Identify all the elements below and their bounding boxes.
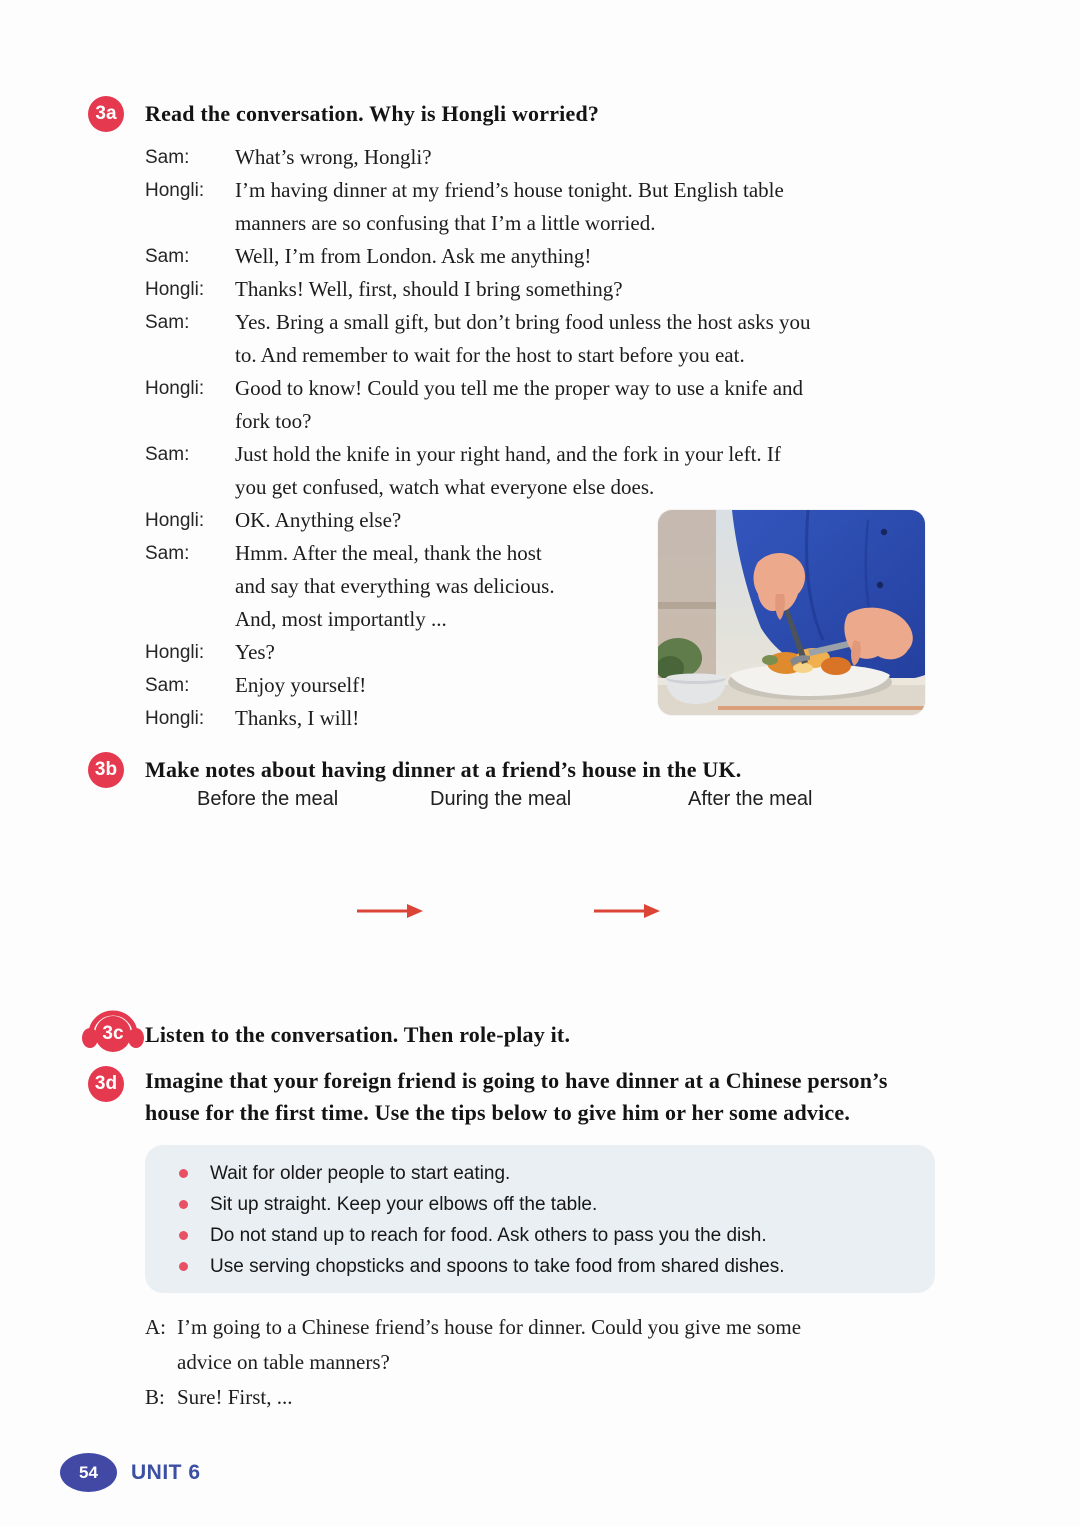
dialogue-speaker: Hongli:	[145, 642, 205, 663]
tip-text: Wait for older people to start eating.	[210, 1162, 511, 1184]
tip-item	[179, 1220, 935, 1251]
dialogue-row	[145, 306, 955, 339]
dinner-photo-graphic	[658, 510, 925, 715]
section-3a-badge: 3a	[88, 96, 124, 132]
dinner-photo	[658, 510, 925, 715]
dialogue-text: fork too?	[235, 409, 312, 433]
dialogue-row	[145, 240, 955, 273]
tip-item	[179, 1251, 935, 1282]
dialogue-speaker: Sam:	[145, 312, 190, 333]
dialogue-speaker: Sam:	[145, 444, 190, 465]
dialogue-text: manners are so confusing that I’m a little worried.	[235, 211, 656, 235]
section-3c-badge-number: 3c	[95, 1016, 131, 1052]
dialogue-speaker: Hongli:	[145, 180, 205, 201]
column-after-meal: After the meal	[688, 788, 813, 810]
notes-column-headers	[0, 788, 1080, 818]
dialogue-text: Hmm. After the meal, thank the host	[235, 541, 542, 565]
dialogue-text: Yes. Bring a small gift, but don’t bring food unless the host asks you	[235, 310, 811, 334]
dialogue-row	[145, 174, 955, 207]
dialogue-row	[145, 141, 955, 174]
section-3d-badge: 3d	[88, 1066, 124, 1102]
dialogue-text: you get confused, watch what everyone else does.	[235, 475, 655, 499]
dialogue-text: Yes?	[235, 640, 275, 664]
dialogue-speaker: Sam:	[145, 675, 190, 696]
dialogue-speaker	[145, 570, 235, 603]
dialogue-text: Thanks, I will!	[235, 706, 360, 730]
dialogue-row	[145, 405, 955, 438]
page-number-badge: 54	[60, 1453, 117, 1492]
dialogue-text: to. And remember to wait for the host to start before you eat.	[235, 343, 745, 367]
dialogue-speaker: Hongli:	[145, 708, 205, 729]
speaker-a-label: A:	[145, 1315, 166, 1339]
model-dialogue	[145, 1310, 965, 1415]
dialogue-speaker	[145, 207, 235, 240]
section-3c-badge	[82, 1003, 144, 1061]
tip-text: Sit up straight. Keep your elbows off the table.	[210, 1193, 598, 1215]
speaker-a-text	[177, 1310, 801, 1380]
dialogue-row	[145, 273, 955, 306]
right-arrow-icon	[357, 903, 423, 919]
bullet-icon	[179, 1231, 188, 1240]
dialogue-text: I’m having dinner at my friend’s house tonight. But English table	[235, 178, 784, 202]
bullet-icon	[179, 1169, 188, 1178]
speaker-a-line1: I’m going to a Chinese friend’s house for dinner. Could you give me some	[177, 1315, 802, 1339]
model-dialogue-b	[145, 1380, 965, 1415]
dialogue-speaker: Sam:	[145, 543, 190, 564]
dialogue-speaker	[145, 471, 235, 504]
dialogue-row	[145, 207, 955, 240]
section-3c-title: Listen to the conversation. Then role-play it.	[145, 1022, 571, 1047]
unit-label: UNIT 6	[131, 1461, 201, 1484]
dialogue-text: and say that everything was delicious.	[235, 574, 555, 598]
dialogue-text: Enjoy yourself!	[235, 673, 367, 697]
right-arrow-icon	[594, 903, 660, 919]
dialogue-speaker: Sam:	[145, 246, 190, 267]
dialogue-speaker	[145, 405, 235, 438]
dialogue-speaker	[145, 603, 235, 636]
dialogue-text: Good to know! Could you tell me the proper way to use a knife and	[235, 376, 804, 400]
dialogue-row	[145, 372, 955, 405]
bullet-icon	[179, 1262, 188, 1271]
dialogue-text: Well, I’m from London. Ask me anything!	[235, 244, 592, 268]
tip-text: Use serving chopsticks and spoons to take food from shared dishes.	[210, 1255, 785, 1277]
column-during-meal: During the meal	[430, 788, 572, 810]
dialogue-text: And, most importantly ...	[235, 607, 447, 631]
dialogue-speaker: Hongli:	[145, 279, 205, 300]
bullet-icon	[179, 1200, 188, 1209]
dialogue-row	[145, 339, 955, 372]
section-3d-title-line1: Imagine that your foreign friend is going to have dinner at a Chinese person’s	[145, 1068, 888, 1093]
tip-text: Do not stand up to reach for food. Ask others to pass you the dish.	[210, 1224, 767, 1246]
section-3b-title: Make notes about having dinner at a friend’s house in the UK.	[145, 757, 742, 782]
section-3a-title: Read the conversation. Why is Hongli worried?	[145, 101, 600, 126]
model-dialogue-a	[145, 1310, 965, 1380]
dialogue-speaker: Hongli:	[145, 378, 205, 399]
section-3b-badge: 3b	[88, 752, 124, 788]
dialogue-speaker	[145, 339, 235, 372]
tips-box	[145, 1145, 935, 1293]
speaker-a-line2: advice on table manners?	[177, 1350, 390, 1374]
dialogue-speaker: Hongli:	[145, 510, 205, 531]
dialogue-speaker: Sam:	[145, 147, 190, 168]
section-3d-title-line2: house for the first time. Use the tips below to give him or her some advice.	[145, 1100, 851, 1125]
dialogue-row	[145, 438, 955, 471]
speaker-b-line1: Sure! First, ...	[177, 1385, 293, 1409]
tip-item	[179, 1189, 935, 1220]
column-before-meal: Before the meal	[197, 788, 339, 810]
dialogue-text: OK. Anything else?	[235, 508, 402, 532]
dialogue-row	[145, 471, 955, 504]
dialogue-text: What’s wrong, Hongli?	[235, 145, 432, 169]
speaker-b-label: B:	[145, 1385, 165, 1409]
dialogue-text: Thanks! Well, first, should I bring something?	[235, 277, 623, 301]
tip-item	[179, 1158, 935, 1189]
dialogue-text: Just hold the knife in your right hand, and the fork in your left. If	[235, 442, 781, 466]
